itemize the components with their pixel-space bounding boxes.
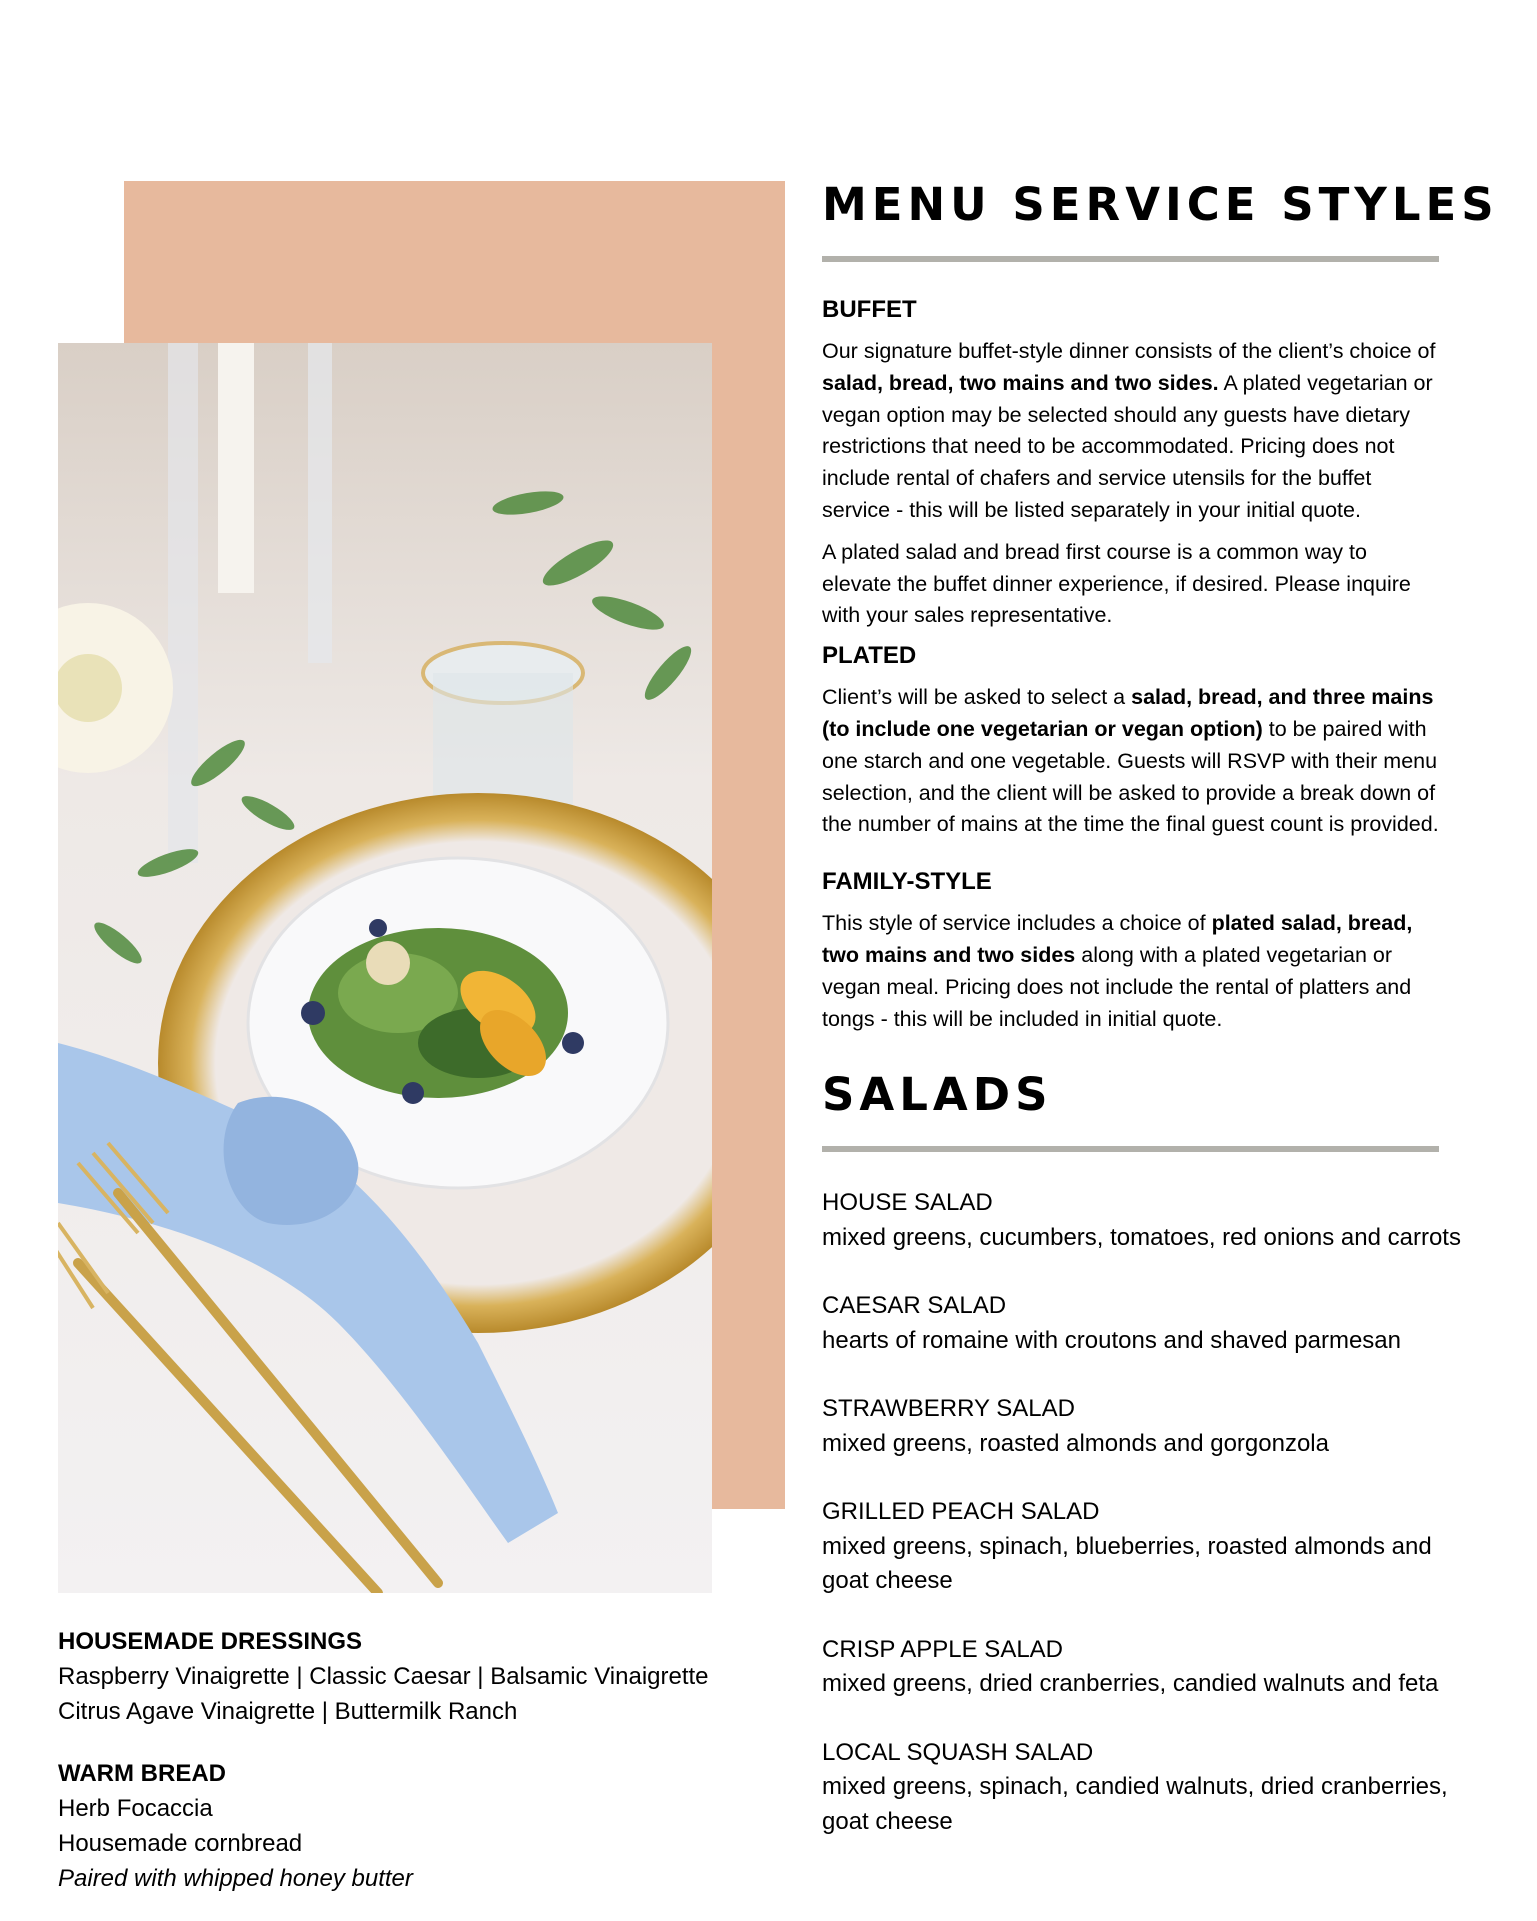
- salad-name: STRAWBERRY SALAD: [822, 1395, 1075, 1423]
- salads-rule: [822, 1146, 1439, 1152]
- plated-heading: PLATED: [822, 642, 917, 670]
- buffet-paragraph-1: Our signature buffet-style dinner consists of the client’s choice of salad, bread, two mains and two sides. A plated vegetarian or vegan option may be selected should any guests have dietary restrictions that need to be accommodated. Pricing does not include rental of chafers and service utensils for the buffet service - this will be listed separately in your initial quote.: [822, 339, 1436, 522]
- salad-name: LOCAL SQUASH SALAD: [822, 1738, 1094, 1766]
- salad-item: [822, 1633, 1522, 1702]
- salad-description: mixed greens, cucumbers, tomatoes, red onions and carrots: [822, 1223, 1461, 1251]
- bread-line-3: Paired with whipped honey butter: [58, 1865, 413, 1892]
- salad-item: [822, 1186, 1522, 1255]
- plated-paragraph: Client’s will be asked to select a salad, bread, and three mains (to include one vegetarian or vegan option) to be paired with one starch and one vegetable. Guests will RSVP with their menu selection, and the client will be asked to provide a break down of the number of mains at the time the final guest count is provided.: [822, 685, 1439, 837]
- salad-item: [822, 1392, 1522, 1461]
- family-style-heading: FAMILY-STYLE: [822, 868, 992, 896]
- service-styles-title: MENU SERVICE STYLES: [822, 178, 1499, 231]
- salad-description: mixed greens, roasted almonds and gorgonzola: [822, 1429, 1329, 1457]
- dressings-heading: HOUSEMADE DRESSINGS: [58, 1628, 363, 1655]
- title-rule: [822, 256, 1439, 262]
- salad-name: CAESAR SALAD: [822, 1292, 1007, 1320]
- salad-description: hearts of romaine with croutons and shaved parmesan: [822, 1326, 1401, 1354]
- dressings-line-2: Citrus Agave Vinaigrette | Buttermilk Ranch: [58, 1698, 518, 1725]
- salad-item: [822, 1289, 1522, 1358]
- family-style-paragraph: This style of service includes a choice of plated salad, bread, two mains and two sides along with a plated vegetarian or vegan meal. Pricing does not include the rental of platters and tongs - this will be included in initial quote.: [822, 911, 1413, 1031]
- salad-description: mixed greens, spinach, blueberries, roasted almonds and goat cheese: [822, 1532, 1432, 1595]
- salad-name: GRILLED PEACH SALAD: [822, 1498, 1100, 1526]
- salad-description: mixed greens, dried cranberries, candied walnuts and feta: [822, 1670, 1439, 1698]
- salad-description: mixed greens, spinach, candied walnuts, dried cranberries, goat cheese: [822, 1773, 1448, 1835]
- left-column: [58, 1625, 758, 1896]
- salad-item: [822, 1495, 1522, 1599]
- bread-line-1: Herb Focaccia: [58, 1795, 213, 1822]
- bread-line-2: Housemade cornbread: [58, 1830, 303, 1857]
- dressings-line-1: Raspberry Vinaigrette | Classic Caesar | Balsamic Vinaigrette: [58, 1663, 709, 1690]
- salad-name: HOUSE SALAD: [822, 1189, 993, 1217]
- bread-heading: WARM BREAD: [58, 1760, 226, 1787]
- salads-title: SALADS: [822, 1068, 1053, 1122]
- buffet-paragraph-2: A plated salad and bread first course is a common way to elevate the buffet dinner experience, if desired. Please inquire with your sales representative.: [822, 539, 1411, 628]
- right-column: [822, 175, 1522, 1873]
- salad-list: [822, 1186, 1522, 1839]
- salad-table-photo: [58, 343, 712, 1593]
- salad-item: [822, 1736, 1522, 1840]
- salad-name: CRISP APPLE SALAD: [822, 1635, 1064, 1663]
- buffet-heading: BUFFET: [822, 296, 917, 323]
